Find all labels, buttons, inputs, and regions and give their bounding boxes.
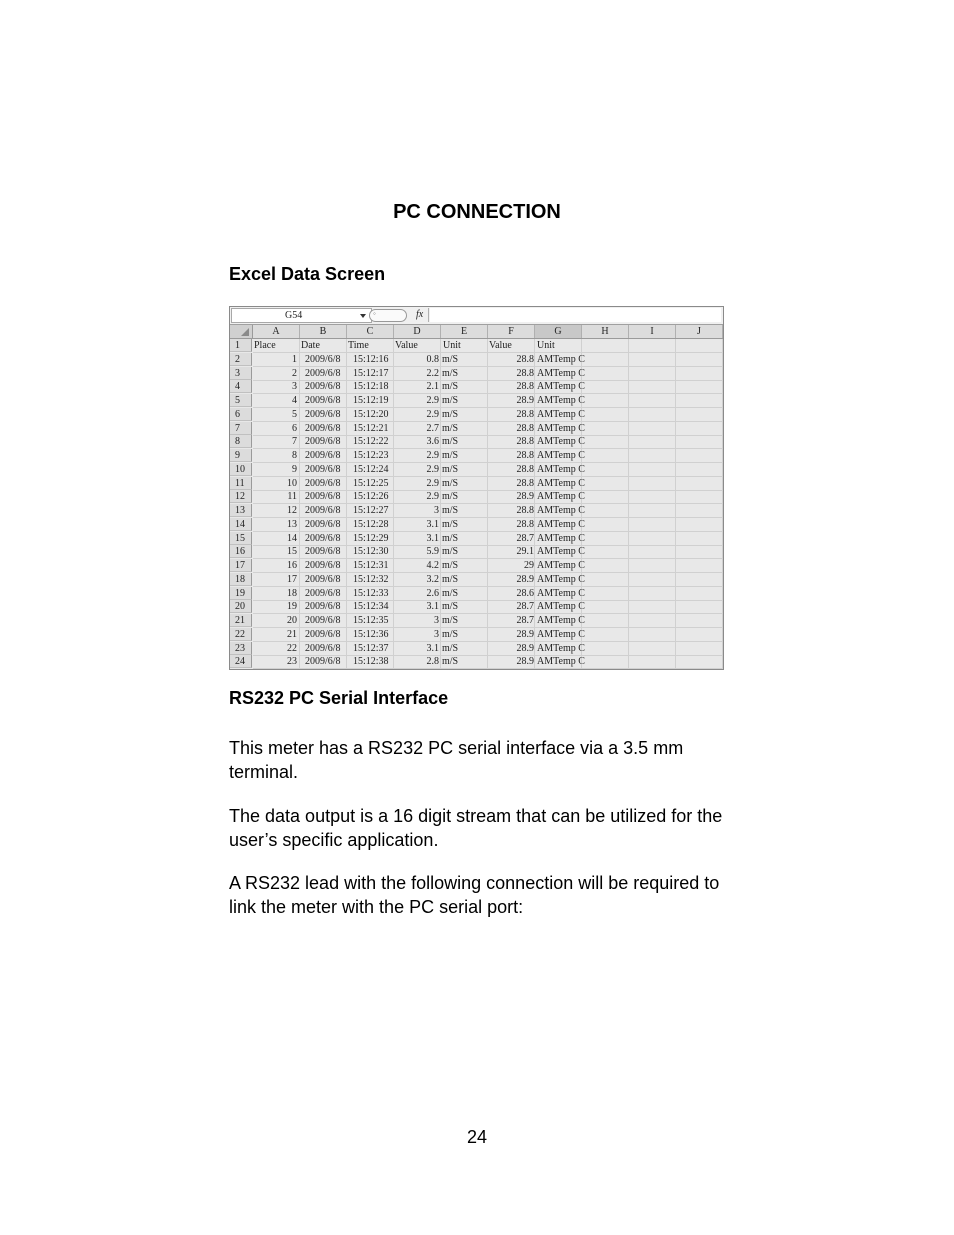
row-header[interactable]: 23	[230, 642, 252, 655]
cell-temp-value[interactable]: 28.9	[516, 628, 534, 640]
cell-temp-unit[interactable]: AMTemp C	[537, 505, 585, 516]
cell-speed-value[interactable]: 2.9	[426, 450, 439, 461]
formula-separator	[428, 308, 429, 322]
cell-temp-value[interactable]: 28.8	[516, 518, 534, 530]
rs232-heading: RS232 PC Serial Interface	[229, 688, 449, 708]
cell-temp-value[interactable]: 28.8	[516, 477, 534, 489]
cell-temp-unit[interactable]: AMTemp C	[537, 532, 585, 544]
cell-speed-unit[interactable]: m/S	[442, 656, 459, 668]
row-header[interactable]: 14	[230, 518, 252, 531]
paragraph-rs232-lead: A RS232 lead with the following connection will be required to link the meter with the PC serial port:	[229, 873, 720, 917]
cell-place[interactable]: 15	[287, 546, 297, 558]
cell-speed-unit[interactable]: m/S	[442, 532, 459, 544]
cell-speed-value[interactable]: 2.1	[426, 381, 439, 393]
row-header[interactable]: 20	[230, 600, 252, 613]
formula-input[interactable]	[430, 308, 721, 322]
table-row	[253, 339, 723, 353]
cell-place[interactable]: 2	[292, 367, 297, 379]
cell-speed-unit[interactable]: m/S	[442, 436, 459, 448]
name-box[interactable]	[231, 308, 372, 323]
cell-date[interactable]: 2009/6/8	[305, 532, 341, 544]
cell-speed-value[interactable]: 2.9	[426, 395, 439, 406]
cell-speed-value[interactable]: 0.8	[426, 353, 439, 365]
cell-time[interactable]: 15:12:27	[353, 505, 389, 516]
cell-time[interactable]: 15:12:18	[353, 381, 389, 393]
circle-icon: ◦	[373, 309, 376, 318]
cell-place[interactable]: 7	[292, 436, 297, 448]
cell-speed-value[interactable]: 4.2	[426, 560, 439, 571]
row-header[interactable]: 1	[230, 339, 252, 352]
cell-speed-unit[interactable]: m/S	[442, 573, 459, 585]
cell-speed-value[interactable]: 3.6	[426, 436, 439, 448]
cell-temp-value[interactable]: 28.7	[516, 601, 534, 613]
cell-temp-value[interactable]: 28.9	[516, 656, 534, 668]
cell-temp-unit[interactable]: AMTemp C	[537, 477, 585, 489]
row-header[interactable]: 3	[230, 367, 252, 380]
row-header[interactable]: 9	[230, 449, 252, 462]
row-header[interactable]: 18	[230, 573, 252, 586]
cell-speed-value[interactable]: 2.9	[426, 408, 439, 420]
excel-data-heading: Excel Data Screen	[229, 264, 386, 284]
header-cell[interactable]: Unit	[443, 340, 461, 351]
cell-temp-unit[interactable]: AMTemp C	[537, 450, 585, 461]
cell-place[interactable]: 4	[292, 395, 297, 406]
cell-speed-value[interactable]: 3	[434, 615, 439, 626]
table-row	[253, 600, 723, 614]
cell-temp-value[interactable]: 28.9	[516, 491, 534, 503]
cell-speed-unit[interactable]: m/S	[442, 408, 459, 420]
cell-speed-unit[interactable]: m/S	[442, 463, 459, 475]
header-cell[interactable]: Value	[489, 340, 512, 351]
cell-temp-unit[interactable]: AMTemp C	[537, 587, 585, 599]
cell-place[interactable]: 14	[287, 532, 297, 544]
cell-date[interactable]: 2009/6/8	[305, 587, 341, 599]
cell-temp-value[interactable]: 28.8	[516, 381, 534, 393]
cell-temp-unit[interactable]: AMTemp C	[537, 642, 585, 654]
cell-temp-unit[interactable]: AMTemp C	[537, 381, 585, 393]
cell-temp-unit[interactable]: AMTemp C	[537, 353, 585, 365]
row-header[interactable]: 11	[230, 477, 252, 490]
cell-place[interactable]: 23	[287, 656, 297, 668]
row-header[interactable]: 8	[230, 435, 252, 448]
column-header-a[interactable]: A	[253, 325, 300, 338]
fx-icon[interactable]: fx	[416, 309, 424, 320]
cell-speed-unit[interactable]: m/S	[442, 628, 459, 640]
table-row	[253, 408, 723, 422]
cell-time[interactable]: 15:12:34	[353, 601, 389, 613]
cell-speed-value[interactable]: 3.1	[426, 518, 439, 530]
cell-temp-value[interactable]: 28.8	[516, 505, 534, 516]
row-header[interactable]: 22	[230, 628, 252, 641]
cell-temp-unit[interactable]: AMTemp C	[537, 601, 585, 613]
dropdown-arrow-icon[interactable]	[360, 314, 366, 318]
cell-date[interactable]: 2009/6/8	[305, 477, 341, 489]
cell-place[interactable]: 19	[287, 601, 297, 613]
cell-speed-value[interactable]: 3.1	[426, 601, 439, 613]
cell-date[interactable]: 2009/6/8	[305, 381, 341, 393]
cell-time[interactable]: 15:12:30	[353, 546, 389, 558]
cell-temp-value[interactable]: 28.8	[516, 353, 534, 365]
cell-speed-unit[interactable]: m/S	[442, 367, 459, 379]
cell-time[interactable]: 15:12:31	[353, 560, 389, 571]
paragraph-interface: This meter has a RS232 PC serial interface via a 3.5 mm terminal.	[229, 738, 684, 782]
column-header-d[interactable]: D	[394, 325, 441, 338]
cell-date[interactable]: 2009/6/8	[305, 367, 341, 379]
table-row	[253, 642, 723, 656]
cell-speed-value[interactable]: 2.9	[426, 491, 439, 503]
cell-speed-value[interactable]: 2.9	[426, 463, 439, 475]
cell-temp-unit[interactable]: AMTemp C	[537, 560, 585, 571]
cell-place[interactable]: 20	[287, 615, 297, 626]
cell-speed-unit[interactable]: m/S	[442, 422, 459, 434]
cell-date[interactable]: 2009/6/8	[305, 491, 341, 503]
table-row	[253, 435, 723, 449]
column-header-e[interactable]: E	[441, 325, 488, 338]
header-cell[interactable]: Place	[254, 340, 276, 351]
cell-place[interactable]: 6	[292, 422, 297, 434]
cell-time[interactable]: 15:12:23	[353, 450, 389, 461]
cell-place[interactable]: 1	[292, 353, 297, 365]
cell-temp-unit[interactable]: AMTemp C	[537, 491, 585, 503]
cell-temp-value[interactable]: 28.8	[516, 463, 534, 475]
row-header[interactable]: 19	[230, 587, 252, 600]
cell-place[interactable]: 13	[287, 518, 297, 530]
cell-time[interactable]: 15:12:21	[353, 422, 389, 434]
cell-speed-value[interactable]: 2.2	[426, 367, 439, 379]
cell-speed-unit[interactable]: m/S	[442, 395, 459, 406]
cell-place[interactable]: 21	[287, 628, 297, 640]
cell-speed-value[interactable]: 3.2	[426, 573, 439, 585]
cell-date[interactable]: 2009/6/8	[305, 450, 341, 461]
cell-speed-value[interactable]: 5.9	[426, 546, 439, 558]
table-row	[253, 394, 723, 408]
cell-time[interactable]: 15:12:32	[353, 573, 389, 585]
cell-speed-unit[interactable]: m/S	[442, 546, 459, 558]
cell-temp-unit[interactable]: AMTemp C	[537, 518, 585, 530]
paragraph-data-output: The data output is a 16 digit stream that can be utilized for the user’s specific application.	[229, 806, 723, 850]
row-header[interactable]: 7	[230, 422, 252, 435]
page-title: PC CONNECTION	[393, 201, 561, 223]
cell-temp-value[interactable]: 28.7	[516, 615, 534, 626]
cell-date[interactable]: 2009/6/8	[305, 408, 341, 420]
cell-place[interactable]: 17	[287, 573, 297, 585]
cell-temp-value[interactable]: 28.9	[516, 642, 534, 654]
cell-speed-value[interactable]: 3	[434, 628, 439, 640]
cell-temp-unit[interactable]: AMTemp C	[537, 656, 585, 668]
excel-spreadsheet	[229, 306, 724, 670]
cell-time[interactable]: 15:12:29	[353, 532, 389, 544]
table-row	[253, 545, 723, 559]
cell-temp-value[interactable]: 29	[524, 560, 534, 571]
cell-date[interactable]: 2009/6/8	[305, 505, 341, 516]
table-row	[253, 573, 723, 587]
row-header[interactable]: 10	[230, 463, 252, 476]
cell-speed-value[interactable]: 2.8	[426, 656, 439, 668]
header-cell[interactable]: Unit	[537, 340, 555, 351]
cell-place[interactable]: 11	[287, 491, 297, 503]
cell-time[interactable]: 15:12:35	[353, 615, 389, 626]
table-row	[253, 463, 723, 477]
table-row	[253, 367, 723, 381]
table-row	[253, 587, 723, 601]
cell-speed-unit[interactable]: m/S	[442, 381, 459, 393]
cell-temp-unit[interactable]: AMTemp C	[537, 422, 585, 434]
cell-time[interactable]: 15:12:38	[353, 656, 389, 668]
cell-temp-value[interactable]: 28.9	[516, 395, 534, 406]
cell-temp-unit[interactable]: AMTemp C	[537, 573, 585, 585]
cell-date[interactable]: 2009/6/8	[305, 642, 341, 654]
cell-temp-unit[interactable]: AMTemp C	[537, 395, 585, 406]
table-row	[253, 449, 723, 463]
cell-temp-value[interactable]: 28.7	[516, 532, 534, 544]
table-row	[253, 655, 723, 669]
row-header[interactable]: 13	[230, 504, 252, 517]
column-header-h[interactable]: H	[582, 325, 629, 338]
cell-time[interactable]: 15:12:37	[353, 642, 389, 654]
cell-temp-value[interactable]: 28.8	[516, 367, 534, 379]
column-header-g[interactable]: G	[535, 325, 582, 338]
cell-speed-value[interactable]: 3	[434, 505, 439, 516]
cell-speed-unit[interactable]: m/S	[442, 518, 459, 530]
table-row	[253, 628, 723, 642]
cell-speed-unit[interactable]: m/S	[442, 587, 459, 599]
cell-speed-unit[interactable]: m/S	[442, 505, 459, 516]
table-row	[253, 614, 723, 628]
cell-speed-value[interactable]: 3.1	[426, 642, 439, 654]
cell-speed-unit[interactable]: m/S	[442, 560, 459, 571]
cell-time[interactable]: 15:12:16	[353, 353, 389, 365]
cell-place[interactable]: 16	[287, 560, 297, 571]
cell-temp-unit[interactable]: AMTemp C	[537, 463, 585, 475]
cell-place[interactable]: 5	[292, 408, 297, 420]
cell-date[interactable]: 2009/6/8	[305, 601, 341, 613]
cell-date[interactable]: 2009/6/8	[305, 463, 341, 475]
cell-temp-value[interactable]: 28.8	[516, 422, 534, 434]
cell-speed-unit[interactable]: m/S	[442, 601, 459, 613]
row-header[interactable]: 4	[230, 380, 252, 393]
cell-speed-value[interactable]: 3.1	[426, 532, 439, 544]
cell-date[interactable]: 2009/6/8	[305, 546, 341, 558]
cell-temp-unit[interactable]: AMTemp C	[537, 628, 585, 640]
cell-time[interactable]: 15:12:26	[353, 491, 389, 503]
cell-time[interactable]: 15:12:28	[353, 518, 389, 530]
table-row	[253, 504, 723, 518]
column-header-j[interactable]: J	[676, 325, 723, 338]
table-row	[253, 477, 723, 491]
row-header[interactable]: 21	[230, 614, 252, 627]
cell-date[interactable]: 2009/6/8	[305, 395, 341, 406]
table-row	[253, 559, 723, 573]
cell-time[interactable]: 15:12:19	[353, 395, 389, 406]
cell-place[interactable]: 8	[292, 450, 297, 461]
cell-date[interactable]: 2009/6/8	[305, 422, 341, 434]
row-header[interactable]: 24	[230, 655, 252, 668]
table-row	[253, 380, 723, 394]
page-number: 24	[466, 1127, 488, 1147]
cell-temp-value[interactable]: 28.8	[516, 436, 534, 448]
cell-temp-unit[interactable]: AMTemp C	[537, 367, 585, 379]
table-row	[253, 532, 723, 546]
cell-speed-unit[interactable]: m/S	[442, 615, 459, 626]
cell-time[interactable]: 15:12:22	[353, 436, 389, 448]
cell-speed-unit[interactable]: m/S	[442, 450, 459, 461]
row-header[interactable]: 6	[230, 408, 252, 421]
table-row	[253, 353, 723, 367]
row-header[interactable]: 12	[230, 490, 252, 503]
cell-temp-value[interactable]: 28.8	[516, 450, 534, 461]
cell-time[interactable]: 15:12:25	[353, 477, 389, 489]
cell-temp-value[interactable]: 28.8	[516, 408, 534, 420]
cell-temp-value[interactable]: 29.1	[516, 546, 534, 558]
header-cell[interactable]: Value	[395, 340, 418, 351]
select-all-triangle-icon	[241, 328, 249, 336]
cell-place[interactable]: 9	[292, 463, 297, 475]
cell-speed-unit[interactable]: m/S	[442, 642, 459, 654]
cell-date[interactable]: 2009/6/8	[305, 436, 341, 448]
formula-cancel-enter-control[interactable]	[369, 309, 407, 322]
row-header[interactable]: 16	[230, 545, 252, 558]
column-headers	[230, 325, 723, 339]
row-header[interactable]: 15	[230, 532, 252, 545]
cell-date[interactable]: 2009/6/8	[305, 560, 341, 571]
select-all-corner[interactable]	[230, 325, 253, 338]
cell-speed-value[interactable]: 2.6	[426, 587, 439, 599]
cell-date[interactable]: 2009/6/8	[305, 573, 341, 585]
table-row	[253, 422, 723, 436]
cell-time[interactable]: 15:12:36	[353, 628, 389, 640]
cell-date[interactable]: 2009/6/8	[305, 518, 341, 530]
cell-temp-unit[interactable]: AMTemp C	[537, 615, 585, 626]
cell-speed-value[interactable]: 2.7	[426, 422, 439, 434]
cell-speed-unit[interactable]: m/S	[442, 477, 459, 489]
name-box-value: G54	[285, 310, 303, 321]
table-row	[253, 490, 723, 504]
cell-temp-unit[interactable]: AMTemp C	[537, 546, 585, 558]
cell-time[interactable]: 15:12:20	[353, 408, 389, 420]
cell-speed-unit[interactable]: m/S	[442, 353, 459, 365]
column-header-f[interactable]: F	[488, 325, 535, 338]
cell-place[interactable]: 12	[287, 505, 297, 516]
cell-date[interactable]: 2009/6/8	[305, 656, 341, 668]
cell-time[interactable]: 15:12:17	[353, 367, 389, 379]
cell-speed-value[interactable]: 2.9	[426, 477, 439, 489]
cell-place[interactable]: 18	[287, 587, 297, 599]
cell-place[interactable]: 22	[287, 642, 297, 654]
formula-bar	[230, 307, 723, 325]
table-row	[253, 518, 723, 532]
row-header[interactable]: 2	[230, 353, 252, 366]
cell-temp-value[interactable]: 28.9	[516, 573, 534, 585]
cell-time[interactable]: 15:12:33	[353, 587, 389, 599]
row-header[interactable]: 17	[230, 559, 252, 572]
cell-date[interactable]: 2009/6/8	[305, 628, 341, 640]
cell-place[interactable]: 3	[292, 381, 297, 393]
column-header-b[interactable]: B	[300, 325, 347, 338]
header-cell[interactable]: Time	[348, 340, 369, 351]
cell-date[interactable]: 2009/6/8	[305, 353, 341, 365]
cell-temp-unit[interactable]: AMTemp C	[537, 436, 585, 448]
header-cell[interactable]: Date	[301, 340, 320, 351]
cell-date[interactable]: 2009/6/8	[305, 615, 341, 626]
column-header-c[interactable]: C	[347, 325, 394, 338]
cell-speed-unit[interactable]: m/S	[442, 491, 459, 503]
row-header[interactable]: 5	[230, 394, 252, 407]
column-header-i[interactable]: I	[629, 325, 676, 338]
cell-temp-unit[interactable]: AMTemp C	[537, 408, 585, 420]
cell-temp-value[interactable]: 28.6	[516, 587, 534, 599]
cell-time[interactable]: 15:12:24	[353, 463, 389, 475]
cell-place[interactable]: 10	[287, 477, 297, 489]
